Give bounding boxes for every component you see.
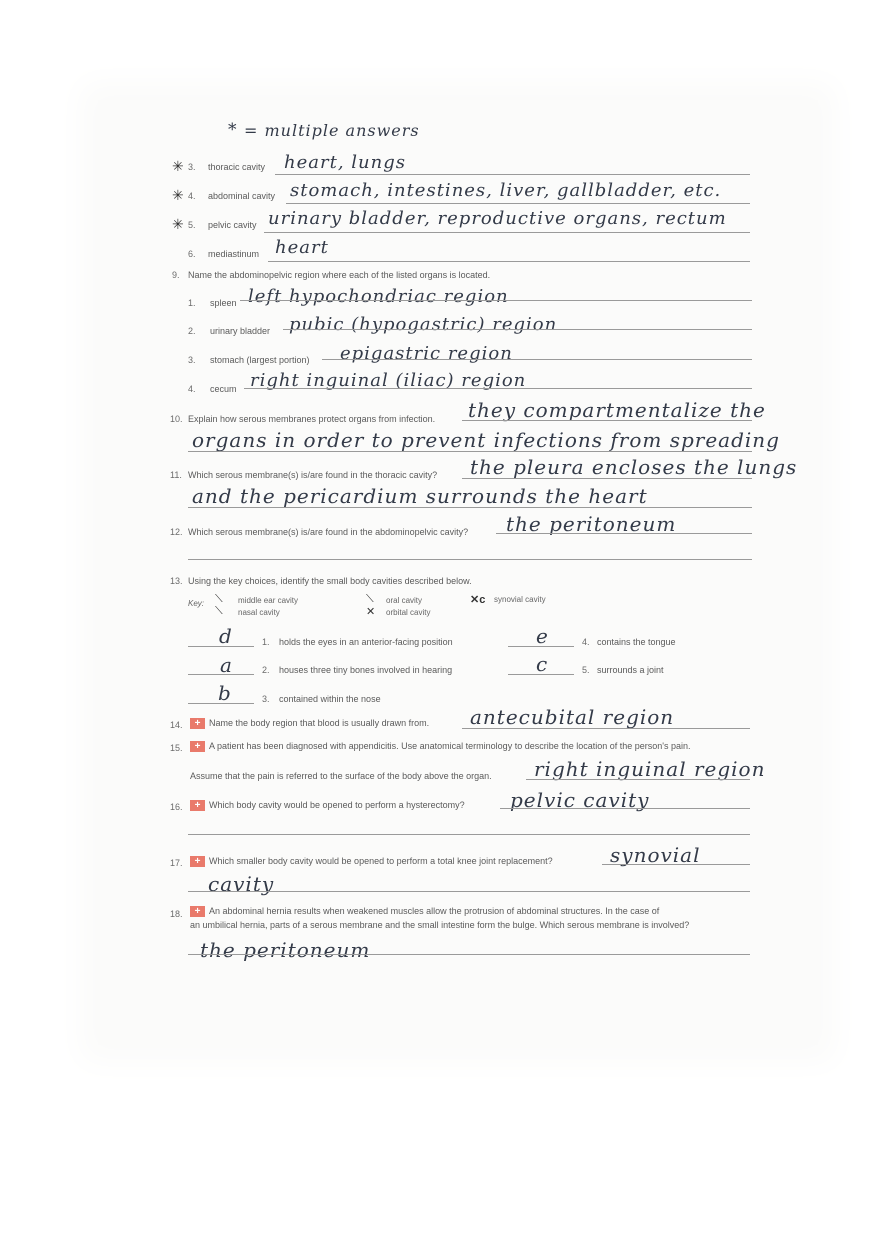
handwritten-answer: stomach, intestines, liver, gallbladder, etc. (290, 180, 722, 201)
clinical-cross-icon: + (190, 856, 205, 867)
item-number: 5. (188, 220, 196, 230)
item-text: houses three tiny bones involved in hearing (279, 665, 453, 675)
answer-line (188, 451, 752, 452)
handwritten-answer: b (218, 681, 232, 705)
item-number: 3. (188, 162, 196, 172)
worksheet-page (98, 100, 818, 1045)
legend-text: = multiple answers (244, 121, 420, 140)
handwritten-answer-line-2: organs in order to prevent infections from spreading (192, 428, 780, 452)
crossed-mark-e: ⟍ (366, 593, 374, 605)
question-text: Name the abdominopelvic region where each of the listed organs is located. (188, 270, 491, 280)
question-text: Name the body region that blood is usually drawn from. (209, 718, 430, 728)
item-number: 4. (188, 191, 196, 201)
question-text: Which serous membrane(s) is/are found in the abdominopelvic cavity? (188, 527, 469, 537)
answer-line (496, 533, 752, 534)
multiple-answers-star: ✳ (172, 216, 184, 232)
item-label: abdominal cavity (208, 191, 276, 201)
question-text: Which body cavity would be opened to perform a hysterectomy? (209, 800, 465, 810)
item-number: 6. (188, 249, 196, 259)
crossed-mark-b: ⟍ (215, 605, 223, 617)
clinical-cross-icon: + (190, 718, 205, 729)
answer-line (188, 674, 254, 675)
answer-line (188, 646, 254, 647)
handwritten-answer: left hypochondriac region (248, 286, 509, 307)
item-text: surrounds a joint (597, 665, 664, 675)
answer-line (526, 779, 750, 780)
handwritten-answer: pubic (hypogastric) region (289, 314, 558, 335)
answer-line (188, 507, 752, 508)
handwritten-answer-line-1: synovial (610, 843, 701, 867)
item-text: contains the tongue (597, 637, 676, 647)
handwritten-answer: the peritoneum (200, 938, 371, 962)
item-number: 2. (188, 326, 196, 336)
answer-line (268, 261, 750, 262)
item-number: 2. (262, 665, 270, 675)
question-text-row (190, 906, 659, 917)
handwritten-answer-line-1: they compartmentalize the (468, 398, 766, 422)
handwritten-answer: d (219, 624, 233, 648)
question-text: Which serous membrane(s) is/are found in the thoracic cavity? (188, 470, 438, 480)
question-number: 11. (170, 470, 182, 480)
handwritten-answer: urinary bladder, reproductive organs, rectum (268, 208, 727, 229)
key-entry: middle ear cavity (238, 596, 299, 605)
key-entry: synovial cavity (494, 595, 546, 604)
clinical-cross-icon: + (190, 800, 205, 811)
question-number: 14. (170, 720, 183, 730)
crossed-mark-c: ✕c (470, 594, 486, 606)
item-text: holds the eyes in an anterior-facing position (279, 637, 453, 647)
answer-line (602, 864, 750, 865)
question-text: Explain how serous membranes protect organs from infection. (188, 414, 436, 424)
answer-line (286, 203, 750, 204)
handwritten-answer: e (536, 624, 549, 648)
question-text-row (190, 718, 429, 729)
answer-line (240, 300, 752, 301)
answer-line (264, 232, 750, 233)
handwritten-answer: a (220, 653, 233, 677)
multiple-answers-star: ✳ (172, 187, 184, 203)
handwritten-answer: heart (275, 237, 329, 258)
handwritten-answer: epigastric region (340, 343, 513, 364)
handwritten-answer-line-1: the pleura encloses the lungs (470, 455, 798, 479)
question-text-line-2: an umbilical hernia, parts of a serous membrane and the small intestine form the bulge. Which serous membrane is involved? (190, 920, 690, 930)
crossed-mark-a: ⟍ (215, 593, 223, 605)
question-text: An abdominal hernia results when weakened muscles allow the protrusion of abdominal structures. In the case of (209, 906, 660, 916)
item-number: 3. (188, 355, 196, 365)
answer-line (188, 954, 750, 955)
handwritten-answer: the peritoneum (506, 512, 677, 536)
crossed-mark-d: ✕ (366, 606, 376, 618)
question-number: 17. (170, 858, 183, 868)
key-entry: oral cavity (386, 596, 423, 605)
answer-line (188, 559, 752, 560)
answer-line (188, 703, 254, 704)
item-number: 4. (188, 384, 196, 394)
handwritten-answer-line-2: and the pericardium surrounds the heart (192, 484, 648, 508)
question-number: 12. (170, 527, 183, 537)
question-number: 13. (170, 576, 183, 586)
question-number: 18. (170, 909, 183, 919)
item-label: urinary bladder (210, 326, 271, 336)
question-text-line-2: Assume that the pain is referred to the surface of the body above the organ. (190, 771, 492, 781)
handwritten-answer: right inguinal region (534, 757, 766, 781)
answer-line (322, 359, 752, 360)
item-label: spleen (210, 298, 237, 308)
handwritten-answer: pelvic cavity (510, 788, 650, 812)
item-label: cecum (210, 384, 237, 394)
item-number: 1. (188, 298, 196, 308)
item-label: stomach (largest portion) (210, 355, 310, 365)
question-number: 15. (170, 743, 183, 753)
item-label: mediastinum (208, 249, 260, 259)
item-number: 4. (582, 637, 590, 647)
answer-line (508, 674, 574, 675)
question-number: 9. (172, 270, 180, 280)
answer-line (244, 388, 752, 389)
multiple-answers-star: ✳ (172, 158, 184, 174)
handwritten-answer: right inguinal (iliac) region (250, 370, 527, 391)
item-label: thoracic cavity (208, 162, 266, 172)
item-number: 3. (262, 694, 270, 704)
handwritten-answer: heart, lungs (284, 152, 406, 173)
item-number: 1. (262, 637, 270, 647)
key-label: Key: (188, 599, 205, 608)
question-text-row (190, 800, 465, 811)
question-text: Using the key choices, identify the small body cavities described below. (188, 576, 472, 586)
answer-line (275, 174, 750, 175)
question-number: 16. (170, 802, 183, 812)
clinical-cross-icon: + (190, 906, 205, 917)
question-number: 10. (170, 414, 183, 424)
answer-line (462, 420, 752, 421)
item-number: 5. (582, 665, 590, 675)
question-text-row (190, 856, 553, 867)
answer-line (188, 834, 750, 835)
answer-line (500, 808, 750, 809)
handwritten-answer: antecubital region (470, 705, 675, 729)
answer-line (188, 891, 750, 892)
answer-line (462, 728, 750, 729)
key-entry: nasal cavity (238, 608, 280, 617)
handwritten-answer: c (536, 652, 549, 676)
clinical-cross-icon: + (190, 741, 205, 752)
legend-star: * (228, 120, 238, 140)
key-entry: orbital cavity (386, 608, 431, 617)
item-label: pelvic cavity (208, 220, 257, 230)
question-text: Which smaller body cavity would be opened to perform a total knee joint replacement? (209, 856, 553, 866)
question-text-row (190, 741, 691, 752)
answer-line (462, 478, 752, 479)
answer-line (283, 329, 752, 330)
answer-line (508, 646, 574, 647)
item-text: contained within the nose (279, 694, 381, 704)
question-text: A patient has been diagnosed with appendicitis. Use anatomical terminology to describe the location of the person's pain. (209, 741, 691, 751)
handwritten-answer-line-2: cavity (208, 872, 275, 896)
